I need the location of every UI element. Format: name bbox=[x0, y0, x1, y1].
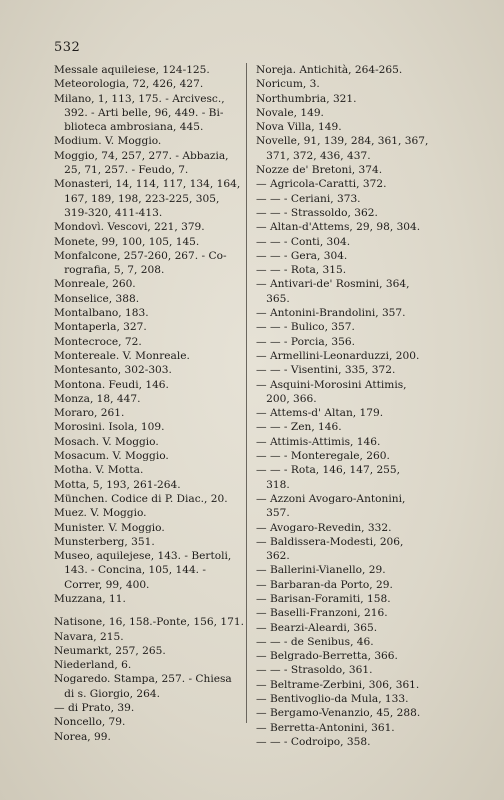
index-entry: — — - Porcia, 356. bbox=[256, 335, 355, 348]
index-entry: München. Codice di P. Diac., 20. bbox=[54, 492, 228, 505]
index-entry: Moraro, 261. bbox=[54, 407, 125, 420]
index-entry: — Baldissera-Modesti, 206, bbox=[256, 535, 404, 548]
index-entry: Muez. V. Moggio. bbox=[54, 507, 147, 520]
index-entry: — Belgrado-Berretta, 366. bbox=[256, 650, 398, 663]
index-entry: Niederland, 6. bbox=[54, 659, 132, 672]
index-entry: Natisone, 16, 158.-Ponte, 156, 171. bbox=[54, 616, 244, 629]
index-entry: Correr, 99, 400. bbox=[54, 578, 150, 591]
index-entry: — Bentivoglio-da Mula, 133. bbox=[256, 693, 409, 706]
index-entry: Montona. Feudi, 146. bbox=[54, 378, 169, 391]
index-entry: 167, 189, 198, 223-225, 305, bbox=[54, 192, 220, 205]
index-entry: 319-320, 411-413. bbox=[54, 206, 163, 219]
index-entry: Munsterberg, 351. bbox=[54, 535, 155, 548]
column-divider bbox=[246, 63, 247, 723]
index-entry: Milano, 1, 113, 175. - Arcivesc., bbox=[54, 92, 225, 105]
index-entry: Meteorologia, 72, 426, 427. bbox=[54, 78, 204, 91]
index-entry: — Altan-d'Attems, 29, 98, 304. bbox=[256, 221, 421, 234]
index-entry: — — - Strassoldo, 362. bbox=[256, 206, 378, 219]
index-entry: Monete, 99, 100, 105, 145. bbox=[54, 235, 200, 248]
index-entry: Navara, 215. bbox=[54, 630, 124, 643]
index-entry: — Ballerini-Vianello, 29. bbox=[256, 564, 386, 577]
index-entry: 200, 366. bbox=[256, 392, 317, 405]
index-entry: — — - Bulico, 357. bbox=[256, 321, 355, 334]
index-entry: — Beltrame-Zerbini, 306, 361. bbox=[256, 678, 420, 691]
index-entry: 357. bbox=[256, 507, 290, 520]
index-entry: Mondovì. Vescovi, 221, 379. bbox=[54, 221, 205, 234]
index-entry: Moggio, 74, 257, 277. - Abbazia, bbox=[54, 149, 229, 162]
index-entry: — — - Gera, 304. bbox=[256, 249, 348, 262]
index-entry: — Attems-d' Altan, 179. bbox=[256, 407, 384, 420]
index-entry: Morosini. Isola, 109. bbox=[54, 421, 165, 434]
index-column-left bbox=[54, 63, 242, 744]
index-entry: 318. bbox=[256, 478, 290, 491]
index-entry: Montecroce, 72. bbox=[54, 335, 142, 348]
index-entry: — Berretta-Antonini, 361. bbox=[256, 721, 395, 734]
index-entry: Mosacum. V. Moggio. bbox=[54, 450, 169, 463]
index-entry: Muzzana, 11. bbox=[54, 592, 126, 605]
index-entry: Noncello, 79. bbox=[54, 716, 126, 729]
index-column-right bbox=[256, 63, 446, 749]
index-entry: Norea, 99. bbox=[54, 730, 111, 743]
index-entry: Motta, 5, 193, 261-264. bbox=[54, 478, 181, 491]
index-entry: Montalbano, 183. bbox=[54, 307, 149, 320]
index-entry: — Armellini-Leonarduzzi, 200. bbox=[256, 349, 420, 362]
index-entry: Montesanto, 302-303. bbox=[54, 364, 172, 377]
index-entry: — Antonini-Brandolini, 357. bbox=[256, 307, 406, 320]
index-entry: rografia, 5, 7, 208. bbox=[54, 264, 165, 277]
index-entry: blioteca ambrosiana, 445. bbox=[54, 121, 204, 134]
index-entry: — Baselli-Franzoni, 216. bbox=[256, 607, 388, 620]
index-entry: — Avogaro-Revedin, 332. bbox=[256, 521, 392, 534]
index-entry: — Barisan-Foramiti, 158. bbox=[256, 592, 391, 605]
index-entry: — Agricola-Caratti, 372. bbox=[256, 178, 387, 191]
index-entry: 371, 372, 436, 437. bbox=[256, 149, 371, 162]
index-entry: — — - Ceriani, 373. bbox=[256, 192, 361, 205]
index-entry: Monreale, 260. bbox=[54, 278, 136, 291]
index-entry: Northumbria, 321. bbox=[256, 92, 357, 105]
index-entry: di s. Giorgio, 264. bbox=[54, 687, 160, 700]
index-entry: 143. - Concina, 105, 144. - bbox=[54, 564, 206, 577]
index-entry: — — - Monteregale, 260. bbox=[256, 450, 390, 463]
index-entry: — Antivari-de' Rosmini, 364, bbox=[256, 278, 410, 291]
index-entry: Motha. V. Motta. bbox=[54, 464, 144, 477]
index-entry: Monselice, 388. bbox=[54, 292, 140, 305]
index-entry: Munister. V. Moggio. bbox=[54, 521, 165, 534]
index-entry: Mosach. V. Moggio. bbox=[54, 435, 159, 448]
index-entry: Noricum, 3. bbox=[256, 78, 320, 91]
index-entry: 365. bbox=[256, 292, 290, 305]
index-entry: Nozze de' Bretoni, 374. bbox=[256, 164, 383, 177]
index-entry: — di Prato, 39. bbox=[54, 702, 135, 715]
index-entry: Nogaredo. Stampa, 257. - Chiesa bbox=[54, 673, 232, 686]
index-entry: — — - Visentini, 335, 372. bbox=[256, 364, 396, 377]
index-entry: 25, 71, 257. - Feudo, 7. bbox=[54, 164, 189, 177]
index-entry: — Attimis-Attimis, 146. bbox=[256, 435, 381, 448]
index-entry: 392. - Arti belle, 96, 449. - Bi- bbox=[54, 106, 224, 119]
index-entry: Nova Villa, 149. bbox=[256, 121, 342, 134]
index-entry: Monasteri, 14, 114, 117, 134, 164, bbox=[54, 178, 241, 191]
page-number: 532 bbox=[54, 40, 81, 55]
index-entry: — — - Rota, 315. bbox=[256, 264, 347, 277]
index-entry: — — - de Senibus, 46. bbox=[256, 635, 374, 648]
index-entry: Novelle, 91, 139, 284, 361, 367, bbox=[256, 135, 429, 148]
index-entry: Montaperla, 327. bbox=[54, 321, 147, 334]
index-entry: — — - Codroipo, 358. bbox=[256, 735, 371, 748]
index-entry: Messale aquileiese, 124-125. bbox=[54, 64, 210, 76]
index-entry: — Barbaran-da Porto, 29. bbox=[256, 578, 393, 591]
index-entry: — Bearzi-Aleardi, 365. bbox=[256, 621, 378, 634]
index-entry: Modium. V. Moggio. bbox=[54, 135, 162, 148]
index-entry: 362. bbox=[256, 550, 290, 563]
index-entry: Neumarkt, 257, 265. bbox=[54, 644, 166, 657]
index-entry: — Azzoni Avogaro-Antonini, bbox=[256, 492, 406, 505]
index-entry: — Asquini-Morosini Attimis, bbox=[256, 378, 407, 391]
index-entry: Monfalcone, 257-260, 267. - Co- bbox=[54, 249, 227, 262]
index-entry: Monza, 18, 447. bbox=[54, 392, 141, 405]
index-entry: — — - Conti, 304. bbox=[256, 235, 351, 248]
index-entry: Novale, 149. bbox=[256, 106, 324, 119]
index-entry: Montereale. V. Monreale. bbox=[54, 349, 190, 362]
index-entry: — Bergamo-Venanzio, 45, 288. bbox=[256, 707, 421, 720]
index-entry: — — - Strasoldo, 361. bbox=[256, 664, 373, 677]
index-entry: Noreja. Antichità, 264-265. bbox=[256, 64, 403, 76]
index-entry: — — - Zen, 146. bbox=[256, 421, 342, 434]
index-entry: Museo, aquilejese, 143. - Bertoli, bbox=[54, 550, 232, 563]
index-entry: — — - Rota, 146, 147, 255, bbox=[256, 464, 401, 477]
